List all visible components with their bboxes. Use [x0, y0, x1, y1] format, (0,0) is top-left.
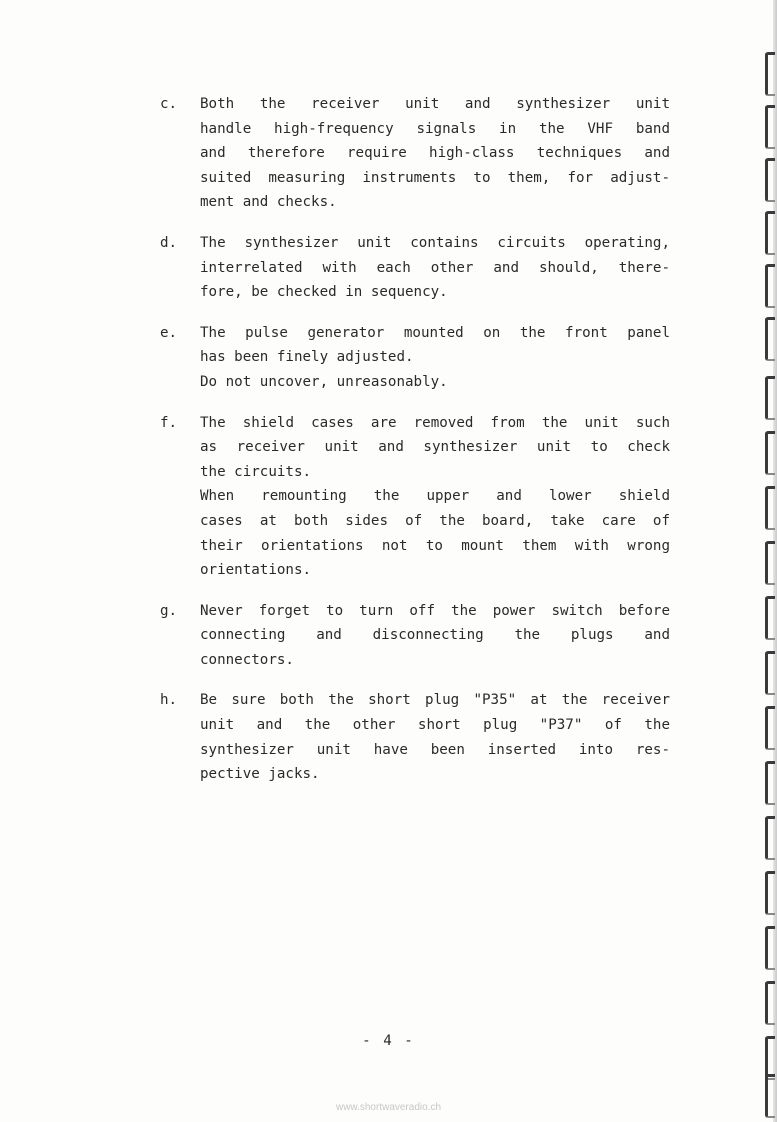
- text-line: suited measuring instruments to them, for adjust-: [200, 169, 670, 186]
- binding-ring: [765, 981, 775, 1025]
- text-line: synthesizer unit have been inserted into res-: [200, 741, 670, 758]
- list-item-e: [160, 321, 670, 395]
- binding-ring: [765, 317, 775, 361]
- text-line: fore, be checked in sequency.: [200, 284, 448, 301]
- text-line: Never forget to turn off the power switch before: [200, 602, 670, 619]
- binding-comb: [755, 0, 777, 1122]
- binding-ring: [765, 596, 775, 640]
- text-line: When remounting the upper and lower shield: [200, 488, 670, 505]
- page-number: - 4 -: [362, 1033, 415, 1049]
- binding-ring: [765, 52, 775, 96]
- binding-ring: [765, 264, 775, 308]
- binding-ring: [765, 926, 775, 970]
- text-line: their orientations not to mount them with wrong: [200, 537, 670, 554]
- item-letter: h.: [160, 692, 178, 709]
- binding-ring: [765, 871, 775, 915]
- binding-ring: [765, 431, 775, 475]
- item-letter: g.: [160, 602, 178, 619]
- list-item-h: [160, 688, 670, 786]
- binding-ring: [765, 105, 775, 149]
- binding-ring: [765, 816, 775, 860]
- binding-ring: [765, 376, 775, 420]
- list-item-c: [160, 92, 670, 215]
- item-text: [200, 321, 670, 395]
- text-line: unit and the other short plug "P37" of the: [200, 717, 670, 734]
- item-text: [200, 599, 670, 673]
- text-line: Both the receiver unit and synthesizer unit: [200, 96, 670, 112]
- text-line: interrelated with each other and should, there-: [200, 259, 670, 276]
- text-line: connectors.: [200, 651, 294, 668]
- text-line: pective jacks.: [200, 766, 320, 783]
- list-item-f: [160, 411, 670, 583]
- text-line: cases at both sides of the board, take care of: [200, 512, 670, 529]
- instruction-list: [160, 92, 670, 803]
- item-letter: f.: [160, 414, 178, 431]
- binding-ring: [765, 706, 775, 750]
- item-letter: d.: [160, 234, 178, 251]
- binding-ring: [765, 158, 775, 202]
- item-text: [200, 231, 670, 305]
- text-line: the circuits.: [200, 463, 312, 480]
- text-line: connecting and disconnecting the plugs and: [200, 627, 670, 644]
- watermark: www.shortwaveradio.ch: [335, 1102, 442, 1113]
- text-line: handle high-frequency signals in the VHF band: [200, 120, 670, 137]
- text-line: has been finely adjusted.: [200, 349, 414, 366]
- item-letter: c.: [160, 96, 178, 112]
- item-letter: e.: [160, 324, 178, 341]
- binding-ring: [765, 211, 775, 255]
- text-line: as receiver unit and synthesizer unit to check: [200, 439, 670, 456]
- list-item-g: [160, 599, 670, 673]
- text-line: The shield cases are removed from the unit such: [200, 414, 670, 431]
- text-line: Do not uncover, unreasonably.: [200, 373, 448, 390]
- binding-ring: [765, 1074, 775, 1118]
- item-text: [200, 92, 670, 215]
- binding-ring: [765, 651, 775, 695]
- text-line: orientations.: [200, 562, 312, 579]
- binding-ring: [765, 541, 775, 585]
- list-item-d: [160, 231, 670, 305]
- binding-ring: [765, 486, 775, 530]
- text-line: The pulse generator mounted on the front panel: [200, 324, 670, 341]
- item-text: [200, 411, 670, 583]
- binding-ring: [765, 761, 775, 805]
- text-line: The synthesizer unit contains circuits operating,: [200, 234, 670, 251]
- text-line: ment and checks.: [200, 194, 337, 211]
- text-line: and therefore require high-class techniques and: [200, 145, 670, 162]
- item-text: [200, 688, 670, 786]
- text-line: Be sure both the short plug "P35" at the receiver: [200, 692, 670, 709]
